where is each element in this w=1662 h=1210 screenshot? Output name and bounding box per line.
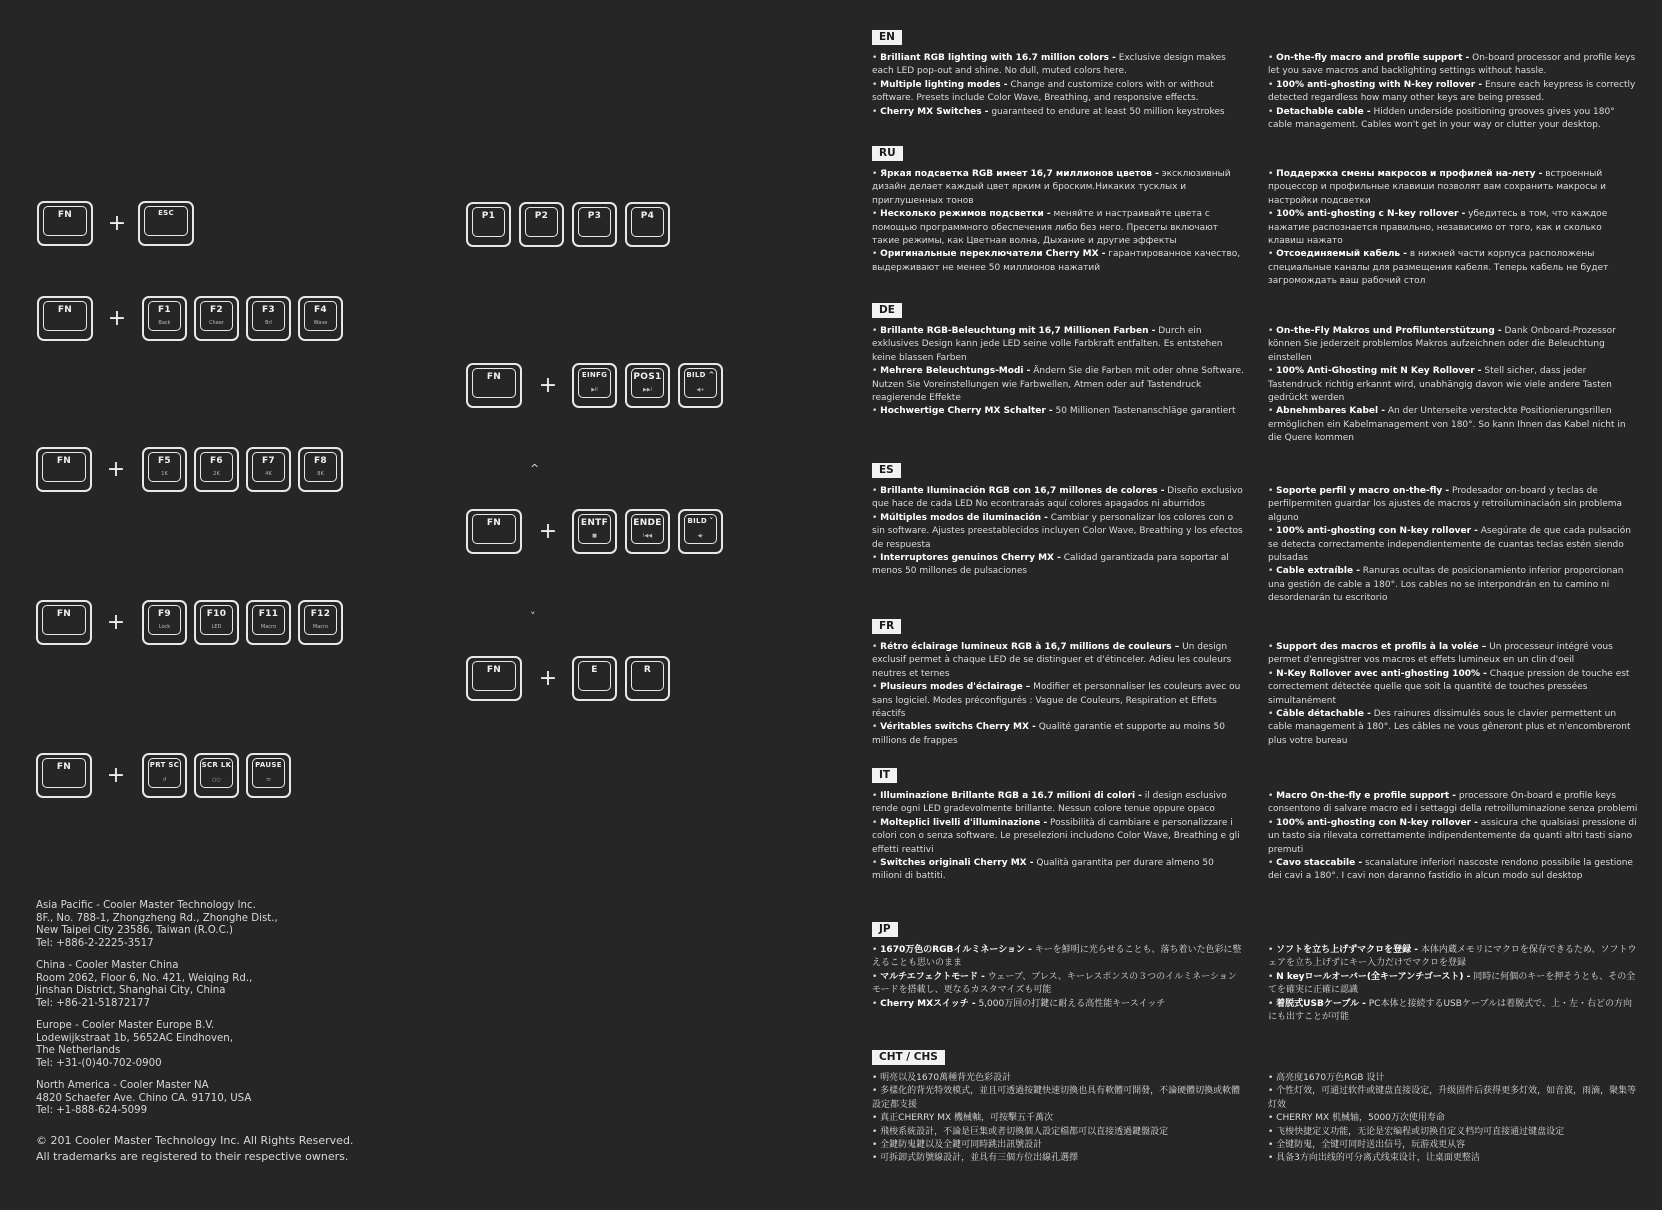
feature-text: PC本体と接続するUSBケーブルは着脱式で、上・左・右どの方向にも出すことが可能 (1268, 998, 1632, 1023)
key-label: SCR LK (201, 761, 232, 769)
key-sublabel: ⬭ (266, 777, 271, 783)
feature-heading: Rétro éclairage lumineux RGB à 16,7 millions de couleurs – (880, 642, 1180, 652)
feature-item: • 100% anti-ghosting with N-key rollover - Ensure each keypress is correctly detected regardless how many other keys are being pressed. (1268, 79, 1636, 104)
key-sublabel: ▶ll (591, 387, 598, 393)
feature-heading: Оригинальные переключатели Cherry MX - (880, 249, 1106, 260)
address-line: 4820 Schaefer Ave. Chino CA. 91710, USA (36, 1092, 252, 1104)
feature-item: • Cherry MX Switches - guaranteed to endure at least 50 million keystrokes (872, 106, 1225, 117)
feature-item: • Molteplici livelli d'illuminazione - Possibilità di cambiare e personalizzare i colori con o senza software. Le preselezioni includono Color Wave, Breathing e gli effetti reattivi (872, 817, 1240, 855)
feature-heading: Поддержка смены макросов и профилей на-лету - (1276, 169, 1543, 179)
feature-item: • Rétro éclairage lumineux RGB à 16,7 millions de couleurs – Un design exclusif permet à chaque LED de se distinguer et d'étinceler. Adieu les couleurs neutres et ternes (872, 642, 1232, 679)
key-label: FN (57, 210, 73, 220)
address-line: Tel: +86-21-51872177 (36, 997, 150, 1009)
feature-item: • Switches originali Cherry MX - Qualità garantita per durare almeno 50 milioni di battiti. (872, 858, 1214, 882)
key-label: FN (57, 305, 73, 315)
function-key (298, 296, 343, 341)
key-label: P2 (534, 211, 549, 221)
key-label: F3 (261, 305, 275, 315)
plus-sign: + (106, 610, 126, 635)
feature-item: • 具备3方向出线的可分离式线束设计，让桌面更整洁 (1268, 1153, 1480, 1164)
key-label: BILD ^ (686, 371, 715, 379)
key-label: ESC (158, 209, 174, 217)
key-label: FN (486, 372, 502, 382)
feature-item: • Brilliant RGB lighting with 16.7 million colors - Exclusive design makes each LED pop-out and shine. No dull, muted colors here. (872, 53, 1226, 77)
feature-heading: 着脱式USBケーブル - (1276, 998, 1366, 1009)
key-label: F10 (206, 609, 227, 619)
language-tag: DE (872, 303, 902, 318)
address-line: 8F., No. 788-1, Zhongzheng Rd., Zhonghe Dist., (36, 912, 278, 924)
key-sublabel: Cheer (209, 320, 224, 326)
feature-text: 高亮度1670万色RGB 设计 (1276, 1073, 1385, 1083)
function-key (142, 447, 187, 492)
key-label: F2 (209, 305, 223, 315)
key-label: F6 (209, 456, 223, 466)
plus-sign: + (106, 457, 126, 482)
feature-item: • Plusieurs modes d'éclairage – Modifier et personnaliser les couleurs avec ou sans logiciel. Modes préconfigurés : Vague de Couleurs, Respiration et Effets réactifs (872, 682, 1241, 720)
key-label: FN (56, 456, 72, 466)
system-key (194, 753, 239, 798)
fn-key (37, 296, 93, 341)
feature-heading: Hochwertige Cherry MX Schalter - (880, 406, 1053, 417)
media-key (572, 509, 617, 554)
feature-text: 可拆卸式防號線設計，並具有三個方位出線孔選擇 (880, 1153, 1079, 1164)
feature-heading: 100% anti-ghosting with N-key rollover - (1276, 79, 1483, 90)
feature-heading: N-Key Rollover avec anti-ghosting 100% - (1276, 668, 1487, 679)
feature-item: • Cavo staccabile - scanalature inferiori nascoste rendono possibile la gestione dei cavi a 180°. I cavi non daranno fastidio in alcun modo sul desktop (1268, 858, 1633, 882)
feature-item: • Отсоединяемый кабель - в нижней части корпуса расположены специальные каналы для размещения кабеля. Теперь кабель не будет загромождать ваш рабочий стол (1268, 249, 1609, 287)
feature-heading: Véritables switchs Cherry MX - (880, 722, 1036, 733)
feature-text: 飛梭系統設計，不論是巨集或者切換個人設定檔都可以直接透過鍵盤設定 (880, 1126, 1169, 1137)
feature-text: Ensure each keypress is correctly detected regardless how many other keys are being pressed. (1268, 79, 1636, 104)
media-key (678, 363, 723, 408)
feature-item: • Support des macros et profils à la volée – Un processeur intégré vous permet d'enregistrer vos macros et effets lumineux en un clin d'oeil (1268, 642, 1613, 666)
profile-key (572, 202, 617, 247)
feature-text: Un design exclusif permet à chaque LED de se distinguer et d'étinceler. Adieu les couleurs neutres et ternes (872, 642, 1232, 679)
feature-text: CHERRY MX 机械轴，5000万次使用寿命 (1276, 1113, 1445, 1124)
key-label: BILD ˅ (687, 517, 714, 525)
plus-sign: + (538, 666, 558, 691)
plus-sign: + (106, 763, 126, 788)
plus-sign: + (538, 519, 558, 544)
feature-heading: 100% anti-ghosting con N-key rollover - (1276, 817, 1478, 828)
feature-heading: Яркая подсветка RGB имеет 16,7 миллионов цветов - (880, 169, 1159, 179)
feature-text: processore On-board e profile keys consentono di salvare macro ed i settaggi della retroilluminazione senza problemi (1268, 791, 1638, 815)
feature-text: Change and customize colors with or without software. Presets include Color Wave, Breathing, and responsive effects. (872, 79, 1214, 104)
feature-item: • Оригинальные переключатели Cherry MX - гарантированное качество, выдерживают не менее 50 миллионов нажатий (872, 249, 1241, 273)
function-key (142, 600, 187, 645)
feature-item: • 100% anti-ghosting с N-key rollover - убедитесь в том, что каждое нажатие распознается правильно, независимо от того, как и сколько клавиш нажато (1268, 209, 1608, 247)
feature-item: • Несколько режимов подсветки - меняйте и настраивайте цвета с помощью программного обеспечения либо без него. Пресеты включают такие режимы, как Цветная волна, Дыхание и другие эффекты (872, 209, 1218, 247)
feature-item: • N-Key Rollover avec anti-ghosting 100% - Chaque pression de touche est correctement détectée quelle que soit la quantité de touches pressées simultanément (1268, 668, 1630, 706)
feature-text: Qualité garantie et supporte au moins 50 millions de frappes (872, 722, 1225, 746)
fn-key (36, 753, 92, 798)
key-sublabel: Wave (313, 320, 328, 326)
feature-column-right (1268, 944, 1640, 1024)
feature-column-left (872, 641, 1244, 748)
fn-key (37, 201, 93, 246)
key-sublabel: Macro (312, 624, 329, 630)
key-sublabel: Back (158, 320, 171, 326)
feature-item: • Brillante Iluminación RGB con 16,7 millones de colores - Diseño exclusivo que hace de cada LED No econtraraás aquí colores apagados ni aburridos (872, 486, 1243, 510)
language-tag: RU (872, 146, 903, 161)
key-sublabel: 4K (265, 471, 272, 477)
feature-item: • 个性灯效，可通过软件或键盘直接设定，升级固件后获得更多灯效，如音波，雨滴，聚集等灯效 (1268, 1086, 1637, 1110)
media-key (625, 363, 670, 408)
feature-text: Un processeur intégré vous permet d'enregistrer vos macros et effets lumineux en un clin d'oeil (1268, 642, 1613, 666)
feature-text: Diseño exclusivo que hace de cada LED No econtraraás aquí colores apagados ni aburridos (872, 486, 1243, 510)
feature-item: • 飛梭系統設計，不論是巨集或者切換個人設定檔都可以直接透過鍵盤設定 (872, 1126, 1169, 1137)
feature-text: убедитесь в том, что каждое нажатие распознается правильно, независимо от того, как и сколько клавиш нажато (1268, 209, 1608, 247)
feature-item: • N keyロールオーバー(全キーアンチゴースト) - 同時に何個のキーを押そうとも、その全てを確実に正確に認識 (1268, 971, 1636, 996)
key-label: PAUSE (255, 761, 282, 769)
plus-sign: + (107, 211, 127, 236)
media-key (572, 363, 617, 408)
address-line: Room 2062, Floor 6, No. 421, Weiqing Rd., (36, 972, 253, 984)
feature-text: эксклюзивный дизайн делает каждый цвет ярким и броским.Никаких тусклых и приглушенных тонов (872, 169, 1231, 206)
feature-heading: Interruptores genuinos Cherry MX - (880, 553, 1061, 564)
function-key (298, 447, 343, 492)
feature-text: Exclusive design makes each LED pop-out and shine. No dull, muted colors here. (872, 53, 1226, 77)
feature-item: • Múltiples modos de iluminación - Cambiar y personalizar los colores con o sin software. Ajustes preestablecidos incluyen Color Wave, Breathing y los efectos de respuesta (872, 512, 1243, 550)
feature-heading: On-the-fly macro and profile support - (1276, 53, 1470, 63)
profile-key (519, 202, 564, 247)
feature-item: • Hochwertige Cherry MX Schalter - 50 Millionen Tastenanschläge garantiert (872, 406, 1236, 417)
address-line: North America - Cooler Master NA (36, 1080, 209, 1091)
feature-text: 具备3方向出线的可分离式线束设计，让桌面更整洁 (1276, 1153, 1480, 1164)
office-address (36, 1080, 251, 1118)
feature-item: • Véritables switchs Cherry MX - Qualité garantie et supporte au moins 50 millions de frappes (872, 722, 1225, 746)
fn-key (466, 656, 522, 701)
language-tag: EN (872, 30, 902, 45)
feature-heading: マルチエフェクトモード - (880, 971, 985, 982)
feature-text: меняйте и настраивайте цвета с помощью программного обеспечения либо без него. Пресеты включают такие режимы, как Цветная волна, Дыхание и другие эффекты (872, 209, 1218, 247)
feature-text: Prodesador on-board y teclas de perfilpermiten guardar los ajustes de macros y retroiluminaciaón sin problema alguno (1268, 486, 1623, 523)
key-label: ENTF (580, 518, 609, 528)
feature-item: • 着脱式USBケーブル - PC本体と接続するUSBケーブルは着脱式で、上・左・右どの方向にも出すことが可能 (1268, 998, 1632, 1023)
feature-column-right (1268, 168, 1640, 289)
plus-sign: + (538, 373, 558, 398)
key-label: R (643, 665, 652, 675)
office-address (36, 1020, 233, 1070)
feature-item: • Câble détachable - Des rainures dissimulés sous le clavier permettent un cable management à 180°. Les câbles ne vous gêneront plus et n'encombreront plus votre bureau (1268, 709, 1631, 746)
feature-heading: Abnehmbares Kabel - (1276, 406, 1385, 417)
key-label: FN (486, 518, 502, 528)
feature-item: • CHERRY MX 机械轴，5000万次使用寿命 (1268, 1113, 1445, 1124)
feature-column-left (872, 168, 1244, 275)
feature-text: 全鍵防鬼鍵以及全鍵可同時跳出訊號設計 (880, 1140, 1043, 1151)
feature-item: • Поддержка смены макросов и профилей на-лету - встроенный процессор и профильные клавиши позволят вам сохранить макросы и настройки подсветки (1268, 169, 1606, 206)
plus-sign: + (107, 306, 127, 331)
feature-item: • Interruptores genuinos Cherry MX - Calidad garantizada para soportar al menos 50 millones de pulsaciones (872, 553, 1229, 577)
feature-text: On-board processor and profile keys let you save macros and backlighting settings without hassle. (1268, 53, 1636, 77)
feature-heading: Cherry MX Switches - (880, 106, 989, 117)
feature-heading: Cherry MXスイッチ - (880, 998, 976, 1009)
copyright (36, 1133, 353, 1165)
system-key (142, 753, 187, 798)
key-sublabel: ○○ (212, 777, 221, 783)
function-key (246, 447, 291, 492)
function-key (298, 600, 343, 645)
feature-item: • On-the-fly macro and profile support - On-board processor and profile keys let you save macros and backlighting settings without hassle. (1268, 53, 1636, 77)
feature-text: Des rainures dissimulés sous le clavier permettent un cable management à 180°. Les câbles ne vous gêneront plus et n'encombreront plus votre bureau (1268, 709, 1631, 746)
office-address (36, 900, 278, 950)
feature-item: • Illuminazione Brillante RGB a 16.7 milioni di colori - il design esclusivo rende ogni LED gradevolmente brillante. Nessun colore tenue oppure opaco (872, 791, 1227, 815)
feature-heading: Molteplici livelli d'illuminazione - (880, 817, 1048, 828)
key-sublabel: ▶▶l (642, 387, 653, 393)
feature-text: Dank Onboard-Prozessor können Sie jederzeit problemlos Makros aufzeichnen oder die Beleuchtung einstellen (1268, 326, 1616, 363)
key-sublabel: 2K (213, 471, 220, 477)
feature-item: • 高亮度1670万色RGB 设计 (1268, 1073, 1385, 1083)
feature-text: 明亮以及1670萬種背光色彩設計 (880, 1073, 1012, 1083)
language-tag: ES (872, 463, 901, 478)
key-label: EINFG (581, 371, 608, 379)
feature-item: • Brillante RGB-Beleuchtung mit 16,7 Millionen Farben - Durch ein exklusives Design kann jede LED seine volle Farbkraft entfalten. Es entstehen keine blassen Farben (872, 326, 1223, 363)
feature-text: 本体内蔵メモリにマクロを保存できるため、ソフトウェアを立ち上げずにキー入力だけでマクロを登録 (1268, 945, 1637, 969)
feature-text: 多樣化的背光特效模式，並且可透過按鍵快速切換也具有軟體可開發，不論硬體切換或軟體設定都支援 (872, 1086, 1241, 1110)
feature-item: • Macro On-the-fly e profile support - processore On-board e profile keys consentono di salvare macro ed i settaggi della retroilluminazione senza problemi (1268, 791, 1638, 815)
feature-text: Modifier et personnaliser les couleurs avec ou sans logiciel. Modes préconfigurés : Vague de Couleurs, Respiration et Effets réactifs (872, 682, 1241, 720)
feature-text: 全键防鬼，全键可同时送出信号，玩游戏更从容 (1276, 1140, 1466, 1151)
feature-column-left (872, 1072, 1244, 1166)
feature-heading: Brilliant RGB lighting with 16.7 million colors - (880, 53, 1116, 63)
feature-column-left (872, 52, 1244, 119)
address-line: Europe - Cooler Master Europe B.V. (36, 1020, 215, 1031)
feature-column-right (1268, 52, 1640, 132)
feature-text: Qualità garantita per durare almeno 50 milioni di battiti. (872, 858, 1214, 882)
feature-item: • 多樣化的背光特效模式，並且可透過按鍵快速切換也具有軟體可開發，不論硬體切換或軟體設定都支援 (872, 1086, 1241, 1110)
language-tag: FR (872, 619, 901, 634)
system-key (246, 753, 291, 798)
feature-text: 5,000万回の打鍵に耐える高性能キースイッチ (975, 998, 1166, 1009)
feature-item: • Soporte perfil y macro on-the-fly - Prodesador on-board y teclas de perfilpermiten guardar los ajustes de macros y retroiluminaciaón sin problema alguno (1268, 486, 1623, 523)
feature-item: • On-the-Fly Makros und Profilunterstützung - Dank Onboard-Prozessor können Sie jederzeit problemlos Makros aufzeichnen oder die Beleuchtung einstellen (1268, 326, 1616, 363)
key-label: P1 (481, 211, 496, 221)
feature-heading: 100% Anti-Ghosting mit N Key Rollover - (1276, 366, 1482, 377)
feature-text: Durch ein exklusives Design kann jede LED seine volle Farbkraft entfalten. Es entstehen keine blassen Farben (872, 326, 1223, 363)
fn-key (36, 600, 92, 645)
feature-text: キーを鮮明に光らせることも、落ち着いた色彩に整えることも思いのまま (872, 945, 1242, 969)
feature-item: • 可拆卸式防號線設計，並具有三個方位出線孔選擇 (872, 1153, 1079, 1164)
feature-text: Calidad garantizada para soportar al menos 50 millones de pulsaciones (872, 553, 1229, 577)
feature-heading: Macro On-the-fly e profile support - (1276, 791, 1457, 801)
address-line: Tel: +31-(0)40-702-0900 (36, 1057, 162, 1069)
feature-item: • マルチエフェクトモード - ウェーブ、ブレス、キーレスポンスの３つのイルミネーションモードを搭載し、更なるカスタマイズも可能 (872, 971, 1237, 996)
feature-text: scanalature inferiori nascoste rendono possibile la gestione dei cavi a 180°. I cavi non daranno fastidio in alcun modo sul desktop (1268, 858, 1633, 882)
address-line: China - Cooler Master China (36, 960, 179, 971)
language-tag: IT (872, 768, 897, 783)
er-key (572, 656, 617, 701)
feature-item: • 100% anti-ghosting con N-key rollover - assicura che qualsiasi pressione di un tasto sia rilevata correttamente indipendentemente da quanti altri tasti siano premuti (1268, 817, 1637, 855)
language-tag: JP (872, 922, 898, 937)
feature-heading: 100% anti-ghosting con N-key rollover - (1276, 526, 1478, 537)
media-key (625, 509, 670, 554)
feature-text: 真正CHERRY MX 機械軸，可按擊五千萬次 (880, 1113, 1053, 1124)
feature-item: • 明亮以及1670萬種背光色彩設計 (872, 1073, 1012, 1083)
feature-text: гарантированное качество, выдерживают не менее 50 миллионов нажатий (872, 249, 1241, 273)
feature-column-right (1268, 1072, 1640, 1166)
feature-heading: Múltiples modos de iluminación - (880, 512, 1048, 523)
key-label: P4 (640, 211, 655, 221)
feature-text: встроенный процессор и профильные клавиши позволят вам сохранить макросы и настройки подсветки (1268, 169, 1606, 206)
up-arrow-icon: ^ (530, 462, 540, 475)
feature-text: Asegúrate de que cada pulsación se detecta correctamente independientemente de cuantas teclas estén siendo pulsadas (1268, 526, 1631, 564)
feature-text: guaranteed to endure at least 50 million keystrokes (988, 106, 1225, 117)
address-line: Tel: +886-2-2225-3517 (36, 937, 154, 949)
feature-heading: 1670万色のRGBイルミネーション - (880, 945, 1032, 955)
address-line: Tel: +1-888-624-5099 (36, 1105, 148, 1117)
feature-heading: Plusieurs modes d'éclairage – (880, 682, 1031, 693)
feature-item: • 1670万色のRGBイルミネーション - キーを鮮明に光らせることも、落ち着いた色彩に整えることも思いのまま (872, 945, 1242, 969)
er-key (625, 656, 670, 701)
key-label: FN (56, 609, 72, 619)
profile-key (466, 202, 511, 247)
feature-text: Possibilità di cambiare e personalizzare i colori con o senza software. Le preselezioni includono Color Wave, Breathing e gli effetti reattivi (872, 817, 1240, 855)
key-sublabel: 1K (161, 471, 168, 477)
feature-item: • Яркая подсветка RGB имеет 16,7 миллионов цветов - эксклюзивный дизайн делает каждый цвет ярким и броским.Никаких тусклых и приглушенных тонов (872, 169, 1231, 206)
key-label: FN (486, 665, 502, 675)
key-label: F12 (310, 609, 331, 619)
key-sublabel: ■ (592, 533, 597, 539)
key-label: F7 (261, 456, 275, 466)
key-sublabel: ◀+ (696, 387, 705, 393)
copyright-line: © 201 Cooler Master Technology Inc. All Rights Reserved. (36, 1134, 354, 1147)
key-label: FN (56, 762, 72, 772)
feature-item: • 全鍵防鬼鍵以及全鍵可同時跳出訊號設計 (872, 1140, 1043, 1151)
feature-text: Cambiar y personalizar los colores con o sin software. Ajustes preestablecidos incluyen Color Wave, Breathing y los efectos de respuesta (872, 512, 1243, 550)
key-label: PRT SC (149, 761, 180, 769)
feature-column-right (1268, 485, 1640, 606)
function-key (194, 447, 239, 492)
key-label: F9 (157, 609, 171, 619)
feature-column-right (1268, 325, 1640, 446)
feature-text: 50 Millionen Tastenanschläge garantiert (1052, 406, 1236, 417)
feature-heading: On-the-Fly Makros und Profilunterstützung - (1276, 326, 1502, 336)
feature-heading: Mehrere Beleuchtungs-Modi - (880, 366, 1031, 377)
key-sublabel: l◀◀ (642, 533, 653, 539)
feature-column-left (872, 325, 1244, 419)
key-sublabel: Macro (260, 624, 277, 630)
key-label: ENDE (633, 518, 662, 528)
key-label: F4 (313, 305, 327, 315)
key-sublabel: 8K (317, 471, 324, 477)
fn-key (466, 363, 522, 408)
feature-column-right (1268, 790, 1640, 884)
feature-text: Ändern Sie die Farben mit oder ohne Software. Nutzen Sie Voreinstellungen wie Farbwellen, Atmen oder auf Tastendruck reagierende Effekte (872, 366, 1244, 404)
feature-text: Ranuras ocultas de posicionamiento inferior proporcionan una gestión de cable a 180°. Los cables no se interpondrán en tu camino ni desordenarán tu escritorio (1268, 566, 1624, 604)
feature-item: • 真正CHERRY MX 機械軸，可按擊五千萬次 (872, 1113, 1053, 1124)
function-key (194, 600, 239, 645)
feature-item: • Cable extraíble - Ranuras ocultas de posicionamiento inferior proporcionan una gestión de cable a 180°. Los cables no se interpondrán en tu camino ni desordenarán tu escritorio (1268, 566, 1624, 604)
key-label: F5 (157, 456, 171, 466)
key-sublabel: ↺ (162, 777, 167, 783)
feature-text: в нижней части корпуса расположены специальные каналы для размещения кабеля. Теперь кабель не будет загромождать ваш рабочий стол (1268, 249, 1609, 287)
key-label: F8 (313, 456, 327, 466)
feature-column-left (872, 485, 1244, 579)
address-line: Lodewijkstraat 1b, 5652AC Eindhoven, (36, 1032, 233, 1044)
feature-text: Chaque pression de touche est correctement détectée quelle que soit la quantité de touches pressées simultanément (1268, 668, 1630, 706)
function-key (246, 296, 291, 341)
function-key (246, 600, 291, 645)
key-sublabel: Lock (158, 624, 171, 630)
feature-heading: Cable extraíble - (1276, 566, 1360, 577)
key-sublabel: LED (211, 624, 222, 630)
feature-column-left (872, 944, 1244, 1011)
address-line: New Taipei City 23586, Taiwan (R.O.C.) (36, 925, 233, 937)
feature-item: • Multiple lighting modes - Change and customize colors with or without software. Presets include Color Wave, Breathing, and responsive effects. (872, 79, 1214, 104)
feature-heading: N keyロールオーバー(全キーアンチゴースト) - (1276, 971, 1471, 982)
feature-text: An der Unterseite versteckte Positionierungsrillen ermöglichen ein Kabelmanagement von 180°. So kann Ihnen das Kabel nicht in die Quere kommen (1268, 406, 1626, 444)
feature-text: 个性灯效，可通过软件或键盘直接设定，升级固件后获得更多灯效，如音波，雨滴，聚集等灯效 (1268, 1086, 1637, 1110)
feature-item: • Mehrere Beleuchtungs-Modi - Ändern Sie die Farben mit oder ohne Software. Nutzen Sie Voreinstellungen wie Farbwellen, Atmen oder auf Tastendruck reagierende Effekte (872, 366, 1244, 404)
feature-column-right (1268, 641, 1640, 748)
feature-text: il design esclusivo rende ogni LED gradevolmente brillante. Nessun colore tenue oppure opaco (872, 791, 1227, 815)
down-arrow-icon: ˅ (530, 610, 536, 623)
media-key (678, 509, 723, 554)
address-line: Jinshan District, Shanghai City, China (36, 985, 226, 997)
feature-text: ウェーブ、ブレス、キーレスポンスの３つのイルミネーションモードを搭載し、更なるカスタマイズも可能 (872, 971, 1237, 996)
language-tag: CHT / CHS (872, 1050, 945, 1065)
feature-item: • 全键防鬼，全键可同时送出信号，玩游戏更从容 (1268, 1140, 1466, 1151)
feature-heading: Câble détachable - (1276, 709, 1371, 720)
address-line: Asia Pacific - Cooler Master Technology Inc. (36, 900, 256, 911)
profile-key (625, 202, 670, 247)
feature-text: 同時に何個のキーを押そうとも、その全てを確実に正確に認識 (1268, 971, 1636, 996)
function-key (142, 296, 187, 341)
feature-heading: Multiple lighting modes - (880, 79, 1008, 90)
feature-item: • Abnehmbares Kabel - An der Unterseite versteckte Positionierungsrillen ermöglichen ein Kabelmanagement von 180°. So kann Ihnen das Kabel nicht in die Quere kommen (1268, 406, 1626, 444)
fn-key (36, 447, 92, 492)
feature-heading: Switches originali Cherry MX - (880, 858, 1034, 869)
fn-key (466, 509, 522, 554)
function-key (194, 296, 239, 341)
feature-heading: Отсоединяемый кабель - (1276, 249, 1407, 260)
feature-text: 飞梭快捷定义功能，无论是宏编程或切换自定义档均可直接通过键盘设定 (1276, 1126, 1565, 1137)
feature-heading: Illuminazione Brillante RGB a 16.7 milioni di colori - (880, 791, 1142, 801)
feature-item: • 飞梭快捷定义功能，无论是宏编程或切换自定义档均可直接通过键盘设定 (1268, 1126, 1565, 1137)
feature-heading: 100% anti-ghosting с N-key rollover - (1276, 209, 1466, 220)
key-sublabel: Brl (265, 320, 272, 326)
key-label: POS1 (633, 372, 662, 382)
feature-item: • Cherry MXスイッチ - 5,000万回の打鍵に耐える高性能キースイッチ (872, 998, 1166, 1009)
feature-heading: Brillante Iluminación RGB con 16,7 millones de colores - (880, 486, 1165, 496)
feature-heading: Brillante RGB-Beleuchtung mit 16,7 Millionen Farben - (880, 326, 1156, 336)
feature-item: • 100% anti-ghosting con N-key rollover - Asegúrate de que cada pulsación se detecta correctamente independientemente de cuantas teclas estén siendo pulsadas (1268, 526, 1631, 564)
key-sublabel: ◀- (697, 533, 704, 539)
feature-heading: Cavo staccabile - (1276, 858, 1363, 869)
feature-text: Hidden underside positioning grooves gives you 180° cable management. Cables won't get in your way or clutter your desktop. (1268, 106, 1615, 131)
key-label: P3 (587, 211, 602, 221)
office-address (36, 960, 252, 1010)
feature-column-left (872, 790, 1244, 884)
copyright-line: All trademarks are registered to their respective owners. (36, 1150, 349, 1163)
feature-text: Stell sicher, dass jeder Tastendruck richtig erkannt wird, unabhängig davon wie viele andere Tasten gedrückt werden (1268, 366, 1612, 404)
key-label: F11 (258, 609, 279, 619)
feature-heading: ソフトを立ち上げずマクロを登録 - (1276, 945, 1419, 955)
key-label: E (591, 665, 598, 675)
feature-heading: Support des macros et profils à la volée – (1276, 642, 1487, 652)
feature-item: • Detachable cable - Hidden underside positioning grooves gives you 180° cable management. Cables won't get in your way or clutter your desktop. (1268, 106, 1615, 131)
feature-item: • ソフトを立ち上げずマクロを登録 - 本体内蔵メモリにマクロを保存できるため、ソフトウェアを立ち上げずにキー入力だけでマクロを登録 (1268, 945, 1637, 969)
esc-key (138, 201, 194, 246)
key-label: F1 (157, 305, 171, 315)
feature-item: • 100% Anti-Ghosting mit N Key Rollover - Stell sicher, dass jeder Tastendruck richtig erkannt wird, unabhängig davon wie viele andere Tasten gedrückt werden (1268, 366, 1612, 404)
address-line: The Netherlands (36, 1045, 121, 1057)
feature-heading: Soporte perfil y macro on-the-fly - (1276, 486, 1450, 496)
feature-heading: Detachable cable - (1276, 106, 1371, 117)
feature-text: assicura che qualsiasi pressione di un tasto sia rilevata correttamente indipendentemente da quanti altri tasti siano premuti (1268, 817, 1637, 855)
feature-heading: Несколько режимов подсветки - (880, 209, 1051, 220)
